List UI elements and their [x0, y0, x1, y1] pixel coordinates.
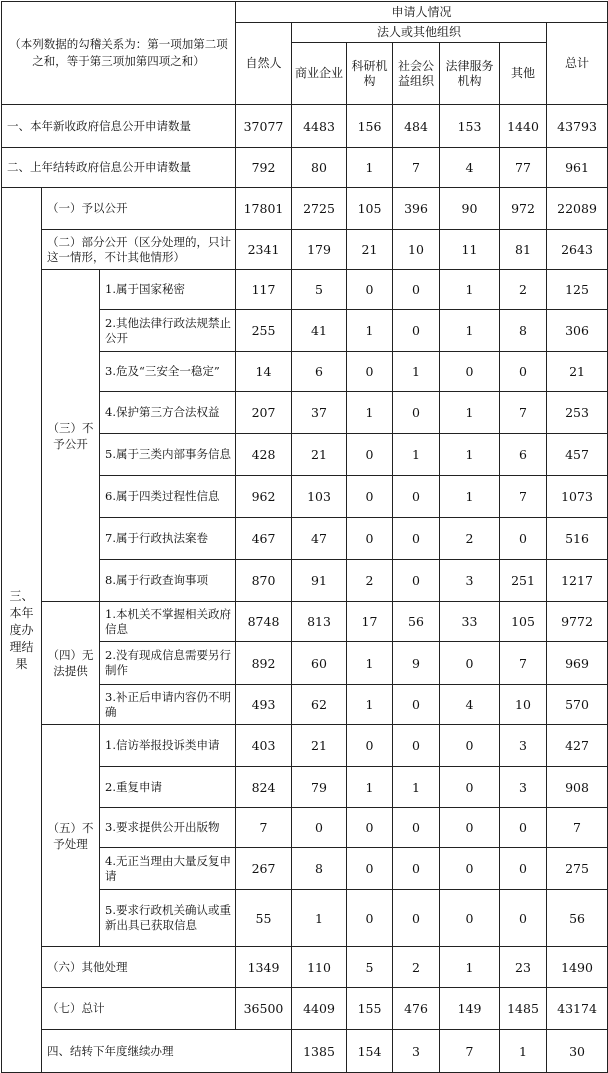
row-label: 4.无正当理由大量反复申请	[100, 848, 236, 890]
cell: 1	[393, 767, 440, 808]
row-label: 1.本机关不掌握相关政府信息	[100, 602, 236, 642]
row-label: 二、上年结转政府信息公开申请数量	[2, 148, 236, 188]
cell: 306	[547, 310, 608, 352]
row-label: 3.危及“三安全一稳定”	[100, 352, 236, 392]
cell: 37	[292, 392, 347, 434]
cell: 0	[440, 848, 500, 890]
cell: 6	[292, 352, 347, 392]
cell: 253	[547, 392, 608, 434]
cell: 154	[347, 1030, 393, 1073]
cell: 7	[393, 148, 440, 188]
row-label: 1.属于国家秘密	[100, 270, 236, 310]
cell: 0	[393, 270, 440, 310]
cell: 467	[236, 518, 292, 560]
row-partial-disclose	[2, 230, 608, 270]
cell: 892	[236, 642, 292, 685]
col-header-natural-person: 自然人	[236, 23, 292, 105]
header-row	[2, 2, 608, 23]
section-3-label: 三、本年度办理结果	[2, 188, 42, 1073]
cell: 1	[440, 310, 500, 352]
cell: 0	[347, 434, 393, 476]
cell: 476	[393, 988, 440, 1030]
cell: 1	[393, 434, 440, 476]
cell: 153	[440, 105, 500, 148]
row-label: 7.属于行政执法案卷	[100, 518, 236, 560]
cell: 91	[292, 560, 347, 602]
cell: 1	[393, 352, 440, 392]
cell: 1490	[547, 947, 608, 988]
cell: 961	[547, 148, 608, 188]
row-label: 一、本年新收政府信息公开申请数量	[2, 105, 236, 148]
col-header-research: 科研机构	[347, 43, 393, 105]
cell: 1349	[236, 947, 292, 988]
cell: 60	[292, 642, 347, 685]
legal-group-header: 法人或其他组织	[292, 23, 547, 43]
row-unable-provide	[2, 602, 608, 642]
cell: 3	[500, 767, 547, 808]
cell: 0	[347, 848, 393, 890]
cell: 79	[292, 767, 347, 808]
cell: 428	[236, 434, 292, 476]
row-label: （一）予以公开	[42, 188, 236, 230]
row-label: 8.属于行政查询事项	[100, 560, 236, 602]
cell: 7	[500, 476, 547, 518]
cell: 0	[347, 725, 393, 767]
cell: 1217	[547, 560, 608, 602]
cell: 275	[547, 848, 608, 890]
cell: 105	[500, 602, 547, 642]
cell: 0	[393, 725, 440, 767]
cell: 4483	[292, 105, 347, 148]
row-new-applications	[2, 105, 608, 148]
cell: 1073	[547, 476, 608, 518]
cell: 1	[347, 148, 393, 188]
cell: 22089	[547, 188, 608, 230]
cell: 5	[292, 270, 347, 310]
cell: 10	[393, 230, 440, 270]
row-label: 1.信访举报投诉类申请	[100, 725, 236, 767]
cell: 0	[393, 518, 440, 560]
row-label: 4.保护第三方合法权益	[100, 392, 236, 434]
col-header-business: 商业企业	[292, 43, 347, 105]
cell: 0	[393, 560, 440, 602]
cell: 3	[500, 725, 547, 767]
cell: 103	[292, 476, 347, 518]
cell: 493	[236, 685, 292, 725]
cell: 110	[292, 947, 347, 988]
cell: 17801	[236, 188, 292, 230]
cell: 56	[393, 602, 440, 642]
row-label: （六）其他处理	[42, 947, 236, 988]
cell: 105	[347, 188, 393, 230]
cell: 81	[500, 230, 547, 270]
cell: 5	[347, 947, 393, 988]
cell: 23	[500, 947, 547, 988]
applicant-group-header: 申请人情况	[236, 2, 608, 23]
cell: 7	[440, 1030, 500, 1073]
cell: 0	[347, 808, 393, 848]
cell: 908	[547, 767, 608, 808]
cell: 2643	[547, 230, 608, 270]
cell: 36500	[236, 988, 292, 1030]
cell: 1	[347, 642, 393, 685]
row-total	[2, 988, 608, 1030]
cell: 969	[547, 642, 608, 685]
cell: 516	[547, 518, 608, 560]
row-unable-provide-group-label: （四）无法提供	[42, 602, 100, 725]
cell: 7	[236, 808, 292, 848]
cell: 0	[393, 476, 440, 518]
cell: 155	[347, 988, 393, 1030]
cell: 403	[236, 725, 292, 767]
row-carryover-previous	[2, 148, 608, 188]
cell: 37077	[236, 105, 292, 148]
cell: 4	[440, 148, 500, 188]
cell: 0	[393, 310, 440, 352]
row-label: 2.没有现成信息需要另行制作	[100, 642, 236, 685]
cell: 0	[440, 808, 500, 848]
row-label: （二）部分公开（区分处理的，只计这一情形，不计其他情形）	[42, 230, 236, 270]
cell: 0	[440, 642, 500, 685]
cell: 2	[500, 270, 547, 310]
row-disclose	[2, 188, 608, 230]
col-header-public-welfare: 社会公益组织	[393, 43, 440, 105]
cell: 1	[440, 947, 500, 988]
cell: 570	[547, 685, 608, 725]
cell: 0	[500, 352, 547, 392]
row-label: 5.要求行政机关确认或重新出具已获取信息	[100, 890, 236, 947]
cell: 255	[236, 310, 292, 352]
cell: 47	[292, 518, 347, 560]
header-note: （本列数据的勾稽关系为：第一项加第二项之和，等于第三项加第四项之和）	[2, 2, 236, 105]
cell: 21	[347, 230, 393, 270]
cell: 0	[347, 270, 393, 310]
cell: 0	[393, 848, 440, 890]
cell: 8	[292, 848, 347, 890]
row-not-disclose-group-label: （三）不予公开	[42, 270, 100, 602]
cell: 0	[292, 808, 347, 848]
cell: 0	[500, 848, 547, 890]
cell: 0	[500, 518, 547, 560]
row-not-disclose	[2, 270, 608, 310]
cell: 62	[292, 685, 347, 725]
cell: 0	[500, 890, 547, 947]
cell: 11	[440, 230, 500, 270]
cell: 21	[547, 352, 608, 392]
col-header-other: 其他	[500, 43, 547, 105]
cell: 17	[347, 602, 393, 642]
cell: 9	[393, 642, 440, 685]
cell: 1485	[500, 988, 547, 1030]
cell: 41	[292, 310, 347, 352]
cell: 207	[236, 392, 292, 434]
cell: 90	[440, 188, 500, 230]
cell: 0	[440, 352, 500, 392]
cell: 0	[393, 685, 440, 725]
cell: 427	[547, 725, 608, 767]
cell: 117	[236, 270, 292, 310]
row-label: 5.属于三类内部事务信息	[100, 434, 236, 476]
government-information-disclosure-table	[1, 1, 608, 1073]
cell: 43793	[547, 105, 608, 148]
cell: 457	[547, 434, 608, 476]
cell: 2	[393, 947, 440, 988]
cell: 792	[236, 148, 292, 188]
cell: 1	[440, 434, 500, 476]
cell: 43174	[547, 988, 608, 1030]
cell: 972	[500, 188, 547, 230]
cell: 0	[500, 808, 547, 848]
cell: 2341	[236, 230, 292, 270]
col-header-total: 总计	[547, 23, 608, 105]
row-label: 3.补正后申请内容仍不明确	[100, 685, 236, 725]
cell: 30	[547, 1030, 608, 1073]
cell: 484	[393, 105, 440, 148]
cell: 0	[440, 767, 500, 808]
cell: 1440	[500, 105, 547, 148]
cell: 0	[440, 725, 500, 767]
cell: 1	[500, 1030, 547, 1073]
cell: 21	[292, 725, 347, 767]
row-label: 3.要求提供公开出版物	[100, 808, 236, 848]
cell: 0	[440, 890, 500, 947]
row-label: （七）总计	[42, 988, 236, 1030]
cell: 80	[292, 148, 347, 188]
row-not-processed	[2, 725, 608, 767]
cell: 4409	[292, 988, 347, 1030]
cell: 1	[440, 270, 500, 310]
row-not-processed-group-label: （五）不予处理	[42, 725, 100, 947]
cell: 56	[547, 890, 608, 947]
cell: 7	[500, 642, 547, 685]
col-header-legal-service: 法律服务机构	[440, 43, 500, 105]
cell: 824	[236, 767, 292, 808]
cell: 149	[440, 988, 500, 1030]
cell: 9772	[547, 602, 608, 642]
cell: 251	[500, 560, 547, 602]
cell: 7	[547, 808, 608, 848]
cell: 77	[500, 148, 547, 188]
cell: 0	[347, 518, 393, 560]
cell: 125	[547, 270, 608, 310]
row-carryover-next	[2, 1030, 608, 1073]
row-label: 2.其他法律行政法规禁止公开	[100, 310, 236, 352]
cell: 0	[347, 352, 393, 392]
cell: 0	[347, 890, 393, 947]
cell: 8748	[236, 602, 292, 642]
cell: 267	[236, 848, 292, 890]
cell: 8	[500, 310, 547, 352]
cell: 1	[347, 767, 393, 808]
cell: 870	[236, 560, 292, 602]
cell: 2	[347, 560, 393, 602]
cell: 1	[347, 310, 393, 352]
cell: 21	[292, 434, 347, 476]
cell: 1	[440, 476, 500, 518]
cell: 10	[500, 685, 547, 725]
cell: 1	[440, 392, 500, 434]
cell: 2725	[292, 188, 347, 230]
cell: 1	[292, 890, 347, 947]
row-label: 6.属于四类过程性信息	[100, 476, 236, 518]
cell: 3	[440, 560, 500, 602]
cell: 55	[236, 890, 292, 947]
cell: 3	[393, 1030, 440, 1073]
cell: 4	[440, 685, 500, 725]
cell: 0	[393, 808, 440, 848]
cell: 0	[347, 476, 393, 518]
cell: 14	[236, 352, 292, 392]
cell: 33	[440, 602, 500, 642]
cell: 1385	[292, 1030, 347, 1073]
cell: 396	[393, 188, 440, 230]
cell: 1	[347, 392, 393, 434]
cell: 179	[292, 230, 347, 270]
cell: 7	[500, 392, 547, 434]
cell: 2	[440, 518, 500, 560]
row-label: 四、结转下年度继续办理	[42, 1030, 292, 1073]
cell: 156	[347, 105, 393, 148]
cell: 813	[292, 602, 347, 642]
cell: 0	[393, 890, 440, 947]
cell: 0	[393, 392, 440, 434]
row-label: 2.重复申请	[100, 767, 236, 808]
cell: 1	[347, 685, 393, 725]
cell: 6	[500, 434, 547, 476]
cell: 962	[236, 476, 292, 518]
row-other-handling	[2, 947, 608, 988]
